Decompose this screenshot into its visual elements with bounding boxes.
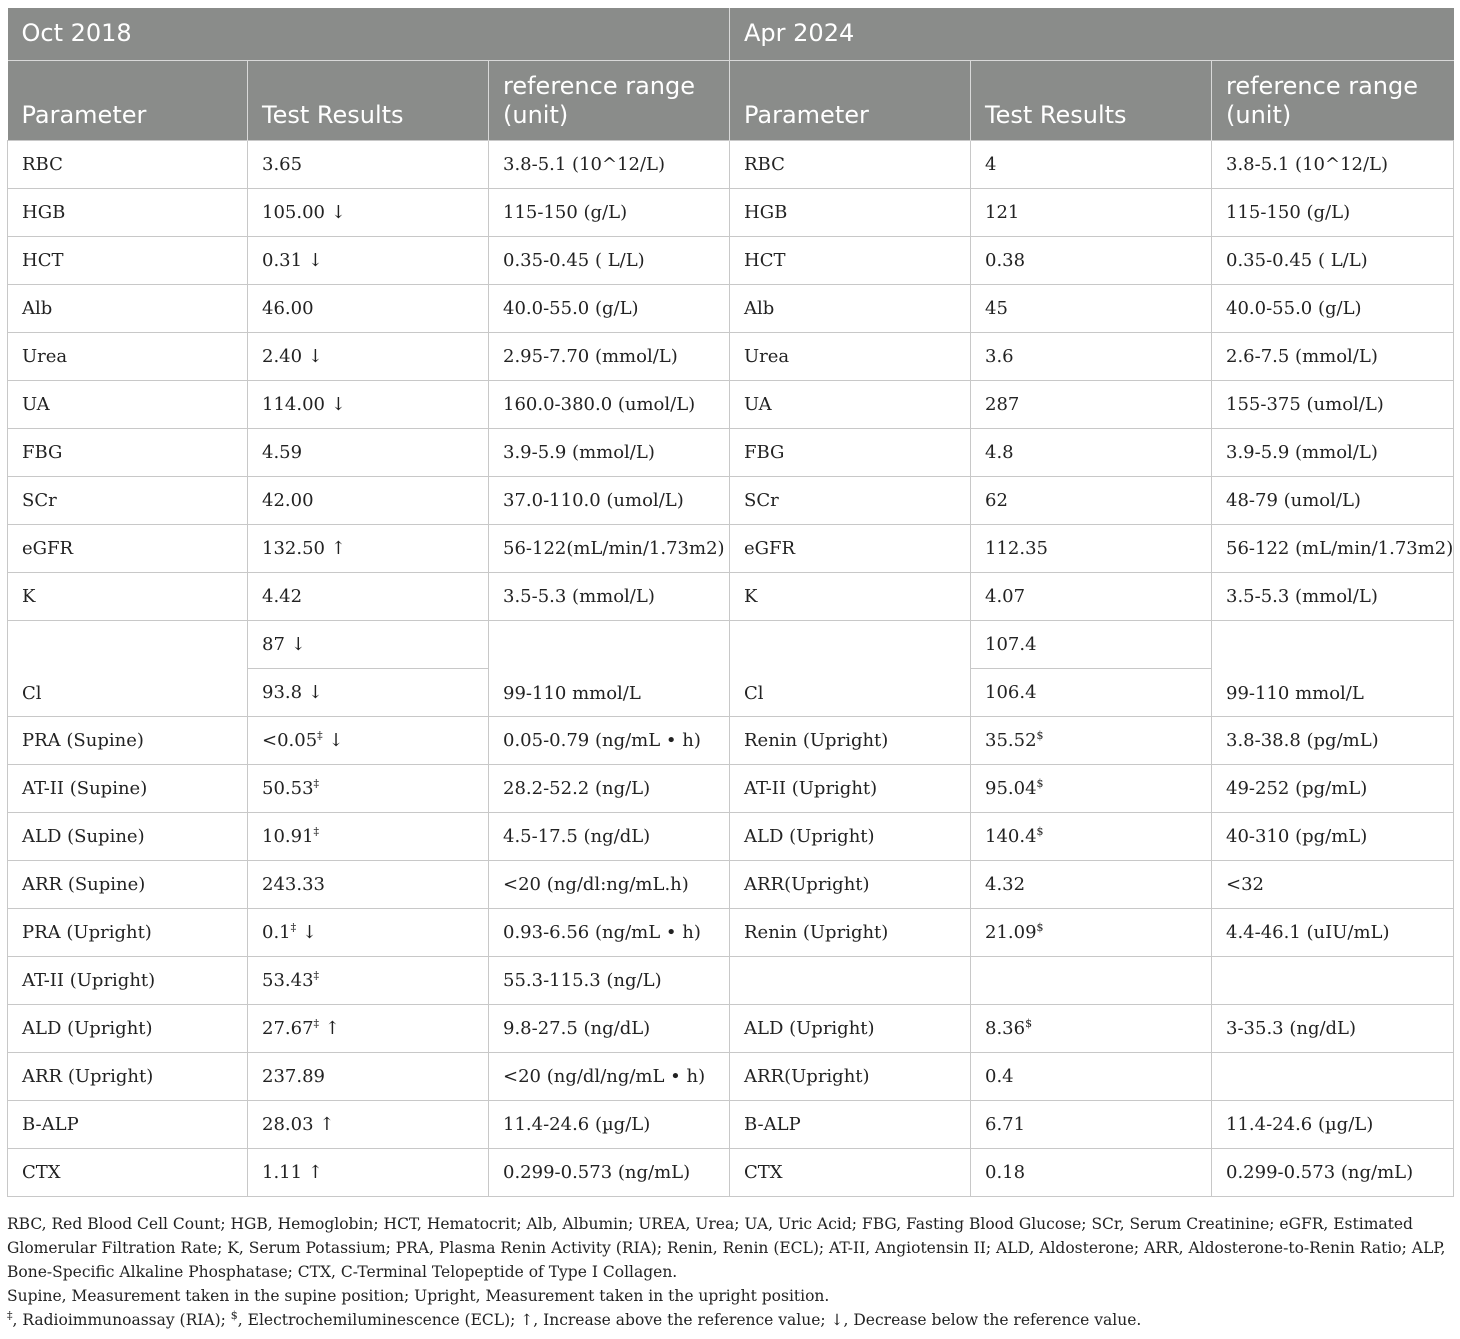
cell-parameter: SCr (730, 476, 971, 524)
table-row (8, 956, 1454, 1004)
table-row (8, 476, 1454, 524)
cell-parameter: AT-II (Supine) (8, 764, 248, 812)
cell-result: 4.42 (248, 572, 489, 620)
cell-reference: <20 (ng/dl/ng/mL • h) (489, 1052, 730, 1100)
cell-result: 4.59 (248, 428, 489, 476)
table-row (8, 332, 1454, 380)
cell-reference: 40.0-55.0 (g/L) (489, 284, 730, 332)
result-value: 95.04 (985, 777, 1037, 799)
cell-reference: 11.4-24.6 (µg/L) (489, 1100, 730, 1148)
cell-result (248, 716, 489, 764)
cell-reference: 0.93-6.56 (ng/mL • h) (489, 908, 730, 956)
table-body (8, 140, 1454, 1196)
table-row (8, 524, 1454, 572)
cell-result (971, 1052, 1212, 1100)
result-value: <0.05 (262, 729, 318, 751)
cell-result (971, 716, 1212, 764)
cell-parameter: ALD (Upright) (730, 1004, 971, 1052)
result-value: 8.36 (985, 1017, 1026, 1039)
cell-reference: 9.8-27.5 (ng/dL) (489, 1004, 730, 1052)
cell-result: 62 (971, 476, 1212, 524)
cell-result: 112.35 (971, 524, 1212, 572)
result-value: 21.09 (985, 921, 1037, 943)
cell-reference: 4.5-17.5 (ng/dL) (489, 812, 730, 860)
cell-reference: 3.8-38.8 (pg/mL) (1212, 716, 1454, 764)
cell-result: 4.8 (971, 428, 1212, 476)
cell-result: 4.07 (971, 572, 1212, 620)
cell-reference: 28.2-52.2 (ng/L) (489, 764, 730, 812)
cell-result: 93.8 ↓ (248, 668, 489, 716)
cell-parameter: CTX (8, 1148, 248, 1196)
table-footnotes (7, 1212, 1453, 1332)
col-results-2024: Test Results (971, 60, 1212, 140)
method-mark: $ (1036, 920, 1044, 934)
flag-arrow: ↓ (322, 729, 344, 751)
cell-result: 107.4 (971, 620, 1212, 668)
method-mark: ‡ (317, 728, 323, 742)
cell-parameter: Renin (Upright) (730, 716, 971, 764)
table-row (8, 284, 1454, 332)
result-value: 237.89 (262, 1065, 325, 1087)
cell-result (971, 860, 1212, 908)
cell-parameter: PRA (Supine) (8, 716, 248, 764)
result-value: 243.33 (262, 873, 325, 895)
table-row (8, 716, 1454, 764)
cell-parameter: B-ALP (730, 1100, 971, 1148)
result-value: 0.4 (985, 1065, 1014, 1087)
table-row (8, 1004, 1454, 1052)
method-mark: ‡ (313, 824, 320, 838)
period-apr-2024: Apr 2024 (730, 8, 1454, 60)
col-reference-2018: reference range (unit) (489, 60, 730, 140)
table-row (8, 620, 1454, 668)
cell-parameter: FBG (730, 428, 971, 476)
footnote-mark-ecl: $ (230, 1308, 238, 1322)
cell-reference: 115-150 (g/L) (1212, 188, 1454, 236)
cell-parameter: Alb (730, 284, 971, 332)
cell-result (248, 1052, 489, 1100)
cell-result (971, 956, 1212, 1004)
cell-result: 287 (971, 380, 1212, 428)
cell-result: 2.40 ↓ (248, 332, 489, 380)
cell-result: 0.31 ↓ (248, 236, 489, 284)
cell-parameter: CTX (730, 1148, 971, 1196)
cell-reference: 2.95-7.70 (mmol/L) (489, 332, 730, 380)
method-mark: ‡ (313, 968, 320, 982)
period-header-row (8, 8, 1454, 60)
col-parameter-2018: Parameter (8, 60, 248, 140)
cell-parameter: UA (730, 380, 971, 428)
cell-parameter: Cl (730, 620, 971, 716)
result-value: 0.18 (985, 1161, 1026, 1183)
cell-result (971, 1004, 1212, 1052)
result-value: 53.43 (262, 969, 314, 991)
cell-parameter: PRA (Upright) (8, 908, 248, 956)
cell-reference: 48-79 (umol/L) (1212, 476, 1454, 524)
method-mark: $ (1036, 776, 1044, 790)
cell-parameter: ALD (Upright) (730, 812, 971, 860)
method-mark: ‡ (290, 920, 297, 934)
method-mark: ‡ (313, 776, 320, 790)
cell-parameter: RBC (8, 140, 248, 188)
cell-reference: 49-252 (pg/mL) (1212, 764, 1454, 812)
cell-parameter: RBC (730, 140, 971, 188)
result-value: 50.53 (262, 777, 314, 799)
cell-reference: 37.0-110.0 (umol/L) (489, 476, 730, 524)
cell-parameter: Urea (8, 332, 248, 380)
cell-reference: 99-110 mmol/L (489, 620, 730, 716)
cell-reference: 40-310 (pg/mL) (1212, 812, 1454, 860)
cell-reference: 3.9-5.9 (mmol/L) (489, 428, 730, 476)
cell-parameter: ARR (Supine) (8, 860, 248, 908)
result-value: 4.32 (985, 873, 1026, 895)
cell-parameter: Cl (8, 620, 248, 716)
cell-reference: 3-35.3 (ng/dL) (1212, 1004, 1454, 1052)
cell-reference: 99-110 mmol/L (1212, 620, 1454, 716)
footnote-abbreviations: RBC, Red Blood Cell Count; HGB, Hemoglobin; HCT, Hematocrit; Alb, Albumin; UREA, Urea; UA, Uric Acid; FBG, Fasting Blood Glucose; SCr, Serum Creatinine; eGFR, Estimated Glomerular Filtration Rate; K, Serum Potassium; PRA, Plasma Renin Activity (RIA); Renin, Renin (ECL); AT-II, Angiotensin II; ALD, Aldosterone; ARR, Aldosterone-to-Renin Ratio; ALP, Bone-Specific Alkaline Phosphatase; CTX, C-Terminal Telopeptide of Type I Collagen. (7, 1215, 1446, 1281)
col-results-2018: Test Results (248, 60, 489, 140)
cell-parameter: eGFR (730, 524, 971, 572)
cell-reference: 115-150 (g/L) (489, 188, 730, 236)
cell-parameter: ARR (Upright) (8, 1052, 248, 1100)
footnote-ria-text: , Radioimmunoassay (RIA); (12, 1311, 231, 1329)
cell-result (971, 812, 1212, 860)
cell-result (971, 908, 1212, 956)
cell-parameter: Renin (Upright) (730, 908, 971, 956)
cell-reference: 55.3-115.3 (ng/L) (489, 956, 730, 1004)
cell-result (248, 1148, 489, 1196)
cell-result (248, 812, 489, 860)
method-mark: $ (1036, 824, 1044, 838)
cell-parameter: HCT (8, 236, 248, 284)
cell-parameter: K (8, 572, 248, 620)
footnote-methods (7, 1308, 1453, 1332)
column-header-row (8, 60, 1454, 140)
cell-parameter: AT-II (Upright) (8, 956, 248, 1004)
cell-reference: 3.8-5.1 (10^12/L) (489, 140, 730, 188)
cell-result: 0.38 (971, 236, 1212, 284)
cell-reference: 11.4-24.6 (µg/L) (1212, 1100, 1454, 1148)
col-parameter-2024: Parameter (730, 60, 971, 140)
cell-reference: 56-122(mL/min/1.73m2) (489, 524, 730, 572)
cell-result (971, 764, 1212, 812)
cell-reference: 3.5-5.3 (mmol/L) (489, 572, 730, 620)
table-row (8, 428, 1454, 476)
cell-result: 105.00 ↓ (248, 188, 489, 236)
cell-parameter: ARR(Upright) (730, 860, 971, 908)
cell-result: 121 (971, 188, 1212, 236)
cell-result (971, 1148, 1212, 1196)
flag-arrow: ↑ (319, 1017, 340, 1039)
footnote-positions: Supine, Measurement taken in the supine position; Upright, Measurement taken in the upright position. (7, 1287, 830, 1305)
table-row (8, 140, 1454, 188)
cell-parameter: HCT (730, 236, 971, 284)
table-row (8, 860, 1454, 908)
result-value: 140.4 (985, 825, 1037, 847)
result-value: 6.71 (985, 1113, 1026, 1135)
table-row (8, 188, 1454, 236)
table-header (8, 8, 1454, 140)
cell-parameter: HGB (8, 188, 248, 236)
cell-result (971, 1100, 1212, 1148)
method-mark: $ (1025, 1016, 1033, 1030)
cell-result: 4 (971, 140, 1212, 188)
table-row (8, 764, 1454, 812)
result-value: 35.52 (985, 729, 1037, 751)
result-value: 0.1 (262, 921, 291, 943)
cell-reference: 4.4-46.1 (uIU/mL) (1212, 908, 1454, 956)
table-row (8, 1052, 1454, 1100)
cell-result: 3.6 (971, 332, 1212, 380)
result-value: 10.91 (262, 825, 314, 847)
table-row (8, 380, 1454, 428)
cell-reference: <32 (1212, 860, 1454, 908)
table-row (8, 1148, 1454, 1196)
cell-result (248, 908, 489, 956)
cell-parameter: ALD (Upright) (8, 1004, 248, 1052)
cell-result: 114.00 ↓ (248, 380, 489, 428)
cell-result: 46.00 (248, 284, 489, 332)
cell-reference: 160.0-380.0 (umol/L) (489, 380, 730, 428)
result-value: 28.03 ↑ (262, 1113, 335, 1135)
cell-parameter (730, 956, 971, 1004)
cell-reference: 3.9-5.9 (mmol/L) (1212, 428, 1454, 476)
cell-parameter: FBG (8, 428, 248, 476)
cell-reference: 56-122 (mL/min/1.73m2) (1212, 524, 1454, 572)
cell-result: 87 ↓ (248, 620, 489, 668)
cell-result: 132.50 ↑ (248, 524, 489, 572)
method-mark: ‡ (313, 1016, 320, 1030)
cell-parameter: K (730, 572, 971, 620)
cell-result (248, 1004, 489, 1052)
cell-result: 45 (971, 284, 1212, 332)
table-row (8, 236, 1454, 284)
cell-reference: 40.0-55.0 (g/L) (1212, 284, 1454, 332)
table-row (8, 572, 1454, 620)
col-reference-2024: reference range (unit) (1212, 60, 1454, 140)
cell-parameter: ALD (Supine) (8, 812, 248, 860)
cell-reference: 0.35-0.45 ( L/L) (489, 236, 730, 284)
result-value: 27.67 (262, 1017, 314, 1039)
cell-result (248, 956, 489, 1004)
cell-parameter: Urea (730, 332, 971, 380)
cell-result: 3.65 (248, 140, 489, 188)
cell-parameter: ARR(Upright) (730, 1052, 971, 1100)
flag-arrow: ↓ (296, 921, 317, 943)
cell-result: 42.00 (248, 476, 489, 524)
cell-parameter: B-ALP (8, 1100, 248, 1148)
cell-result: 106.4 (971, 668, 1212, 716)
cell-reference: 2.6-7.5 (mmol/L) (1212, 332, 1454, 380)
cell-parameter: AT-II (Upright) (730, 764, 971, 812)
cell-parameter: SCr (8, 476, 248, 524)
lab-results-table (7, 8, 1454, 1197)
cell-reference: 3.5-5.3 (mmol/L) (1212, 572, 1454, 620)
cell-result (248, 1100, 489, 1148)
table-row (8, 908, 1454, 956)
period-oct-2018: Oct 2018 (8, 8, 730, 60)
cell-reference: 0.299-0.573 (ng/mL) (489, 1148, 730, 1196)
cell-result (248, 860, 489, 908)
cell-reference: 3.8-5.1 (10^12/L) (1212, 140, 1454, 188)
cell-parameter: UA (8, 380, 248, 428)
cell-result (248, 764, 489, 812)
footnote-ecl-text: , Electrochemiluminescence (ECL); ↑, Increase above the reference value; ↓, Decrease below the reference value. (237, 1311, 1142, 1329)
cell-parameter: eGFR (8, 524, 248, 572)
cell-reference (1212, 956, 1454, 1004)
cell-reference: 0.299-0.573 (ng/mL) (1212, 1148, 1454, 1196)
cell-parameter: HGB (730, 188, 971, 236)
cell-reference: 0.05-0.79 (ng/mL • h) (489, 716, 730, 764)
cell-reference: 0.35-0.45 ( L/L) (1212, 236, 1454, 284)
cell-reference (1212, 1052, 1454, 1100)
result-value: 1.11 ↑ (262, 1161, 323, 1183)
table-row (8, 812, 1454, 860)
cell-parameter: Alb (8, 284, 248, 332)
cell-reference: 155-375 (umol/L) (1212, 380, 1454, 428)
method-mark: $ (1036, 728, 1044, 742)
cell-reference: <20 (ng/dl:ng/mL.h) (489, 860, 730, 908)
table-row (8, 1100, 1454, 1148)
footnote-mark-ria: ‡ (7, 1308, 13, 1322)
